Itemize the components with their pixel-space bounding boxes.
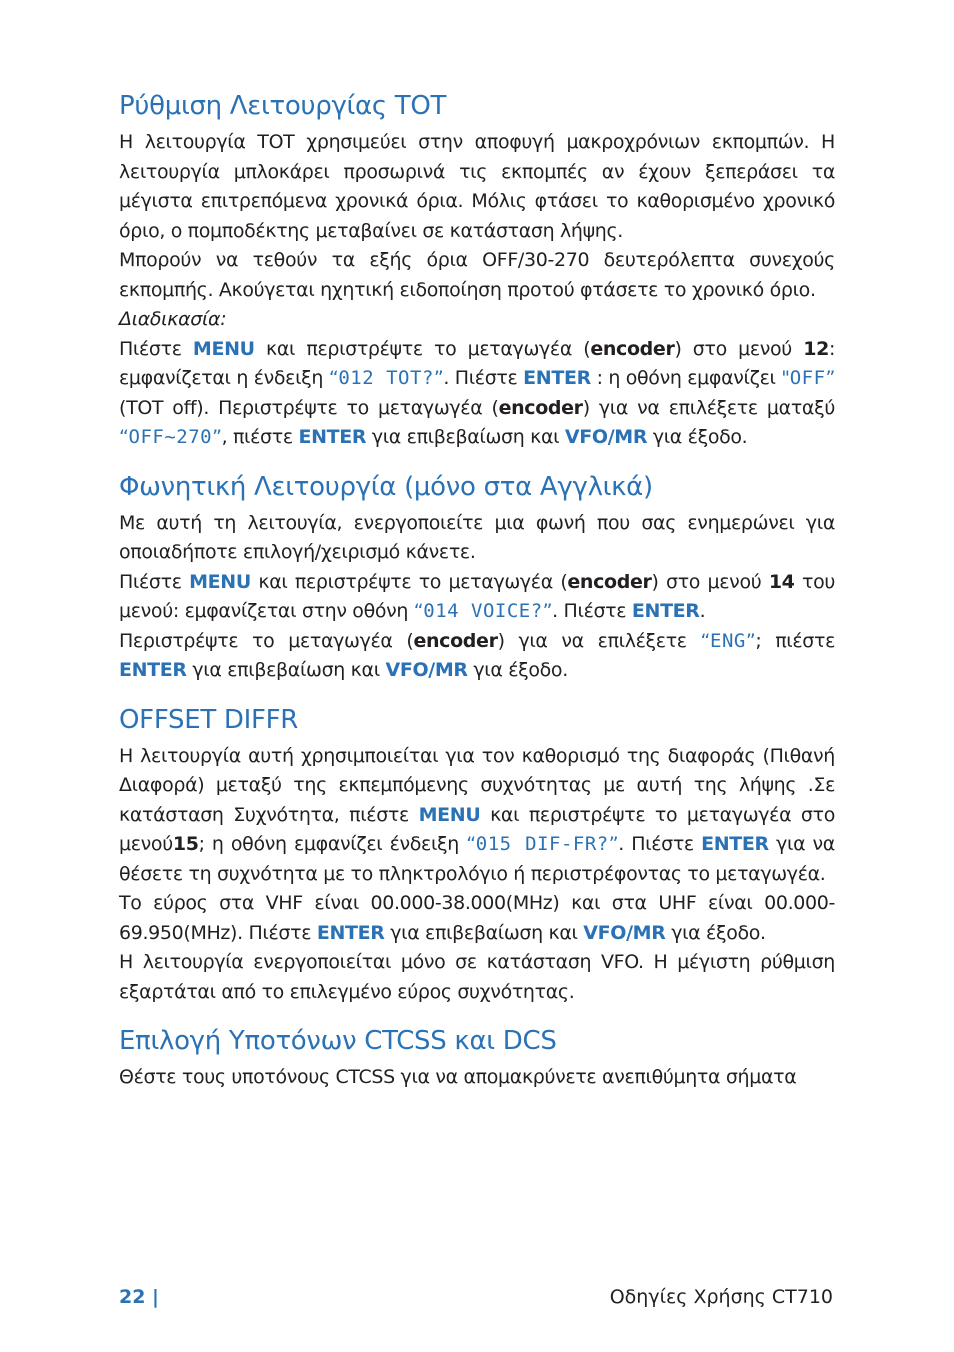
text: Πιέστε <box>119 570 190 593</box>
quote-close: ” <box>212 426 222 448</box>
lcd-text: ENG <box>710 629 746 652</box>
key-vfo-mr: VFO/MR <box>583 921 666 944</box>
quote-close: ” <box>542 600 553 622</box>
key-encoder: encoder <box>567 570 652 593</box>
key-enter: ENTER <box>701 833 769 855</box>
procedure-paragraph <box>119 627 835 686</box>
key-encoder: encoder <box>413 629 498 652</box>
key-encoder: encoder <box>590 337 675 360</box>
key-enter: ENTER <box>119 659 187 681</box>
text: . Πιέστε <box>618 833 702 855</box>
paragraph: Μπορούν να τεθούν τα εξής όρια OFF/30-270 δευτερόλεπτα συνεχούς εκπομπής. Ακούγεται ηχητική ειδοποίηση προτού φτάσετε το χρονικό όριο. <box>119 249 835 301</box>
key-enter: ENTER <box>298 426 367 448</box>
page-content <box>119 88 835 1109</box>
section-title-offset: OFFSET DIFFR <box>119 704 299 735</box>
quote-open: " <box>781 367 790 389</box>
text: για έξοδο. <box>467 659 568 681</box>
key-menu: MENU <box>189 570 251 593</box>
section-title-tot: Ρύθμιση Λειτουργίας TOT <box>119 91 447 121</box>
text: (TOT off). Περιστρέψτε το μεταγωγέα ( <box>119 396 499 419</box>
paragraph: Θέστε τους υποτόνους CTCSS για να απομακρύνετε ανεπιθύμητα σήματα <box>119 1066 797 1088</box>
text: για επιβεβαίωση και <box>186 659 386 681</box>
text: Το εύρος στα VHF είναι 00.000-38.000(MHz) και στα UHF είναι 00.000-69.950(MHz). Πιέστε <box>119 892 835 944</box>
text: : η οθόνη εμφανίζει <box>590 367 782 389</box>
text: για να θέσετε τη συχνότητα με το πληκτρολόγιο ή περιστρέφοντας το μεταγωγέα. <box>119 833 835 885</box>
key-menu: MENU <box>418 803 481 826</box>
quote-close: ” <box>825 367 836 389</box>
lcd-text: 012 TOT? <box>338 367 434 389</box>
text: και περιστρέψτε το μεταγωγέα ( <box>254 337 591 360</box>
text: για επιβεβαίωση και <box>366 426 565 448</box>
quote-close: ” <box>608 833 619 855</box>
text: Η λειτουργία αυτή χρησιμποιείται για τον καθορισμό της διαφοράς (Πιθανή Διαφορά) μεταξύ της εκπεμπόμενης συχνότητας με αυτή της λήψης .Σε κατάσταση Συχνότητα, πιέστε <box>119 744 835 826</box>
key-enter: ENTER <box>523 367 591 389</box>
text: ; πιέστε <box>755 629 836 652</box>
key-vfo-mr: VFO/MR <box>564 426 648 448</box>
key-enter: ENTER <box>631 600 700 622</box>
text: για έξοδο. <box>647 426 748 448</box>
paragraph: Η λειτουργία ενεργοποιείται μόνο σε κατάσταση VFO. Η μέγιστη ρύθμιση εξαρτάται από το επιλεγμένο εύρος συχνότητας. <box>119 951 835 1003</box>
section-offset <box>119 702 835 1008</box>
procedure-paragraph <box>119 335 835 453</box>
paragraph: Με αυτή τη λειτουγία, ενεργοποιείτε μια φωνή που σας ενημερώνει για οποιαδήποτε επιλογή/χειρισμό κάνετε. <box>119 511 835 563</box>
text: ) για να επιλέξετε ματαξύ <box>582 396 835 419</box>
quote-open: “ <box>413 600 424 622</box>
lcd-text: 014 VOICE? <box>423 600 543 622</box>
procedure-paragraph <box>119 889 835 948</box>
text: για έξοδο. <box>665 921 766 944</box>
text: του μενού: εμφανίζεται στην οθόνη <box>119 570 836 622</box>
text: και περιστρέψτε το μεταγωγέα στο μενού <box>119 803 835 855</box>
key-vfo-mr: VFO/MR <box>385 659 468 681</box>
text: . Πιέστε <box>552 600 632 622</box>
section-voice <box>119 469 835 686</box>
quote-open: “ <box>328 367 339 389</box>
lcd-text: 015 DIF-FR? <box>475 833 609 855</box>
quote-open: “ <box>700 629 711 652</box>
quote-close: ” <box>433 367 444 389</box>
text: και περιστρέψτε το μεταγωγέα ( <box>250 570 568 593</box>
text: ; η οθόνη εμφανίζει ένδειξη <box>198 833 467 855</box>
menu-number: 12 <box>803 337 829 360</box>
text: : εμφανίζεται η ένδειξη <box>119 337 836 389</box>
section-tot <box>119 88 835 453</box>
key-menu: MENU <box>192 337 255 360</box>
key-encoder: encoder <box>498 396 583 419</box>
text: . <box>699 600 706 622</box>
text: Περιστρέψτε το μεταγωγέα ( <box>119 629 414 652</box>
paragraph: Η λειτουργία TOT χρησιμεύει στην αποφυγή μακροχρόνιων εκπομπών. Η λειτουργία μπλοκάρει προσωρινά τις εκπομπές αν έχουν ξεπεράσει τα μέγιστα επιτρεπόμενα χρονικά όρια. Μόλις φτάσει το καθορισμένο χρονικό όριο, ο πομποδέκτης μεταβαίνει σε κατάσταση λήψης. <box>119 131 835 242</box>
text: . Πιέστε <box>443 367 524 389</box>
quote-close: ” <box>745 629 756 652</box>
section-ctcss-dcs <box>119 1023 835 1093</box>
text: ) για να επιλέξετε <box>497 629 701 652</box>
text: για επιβεβαίωση και <box>384 921 584 944</box>
text: ) στο μενού <box>674 337 804 360</box>
page-number: 22 | <box>119 1286 159 1308</box>
procedure-paragraph <box>119 742 835 890</box>
text: ) στο μενού <box>651 570 769 593</box>
lcd-text: OFF <box>789 367 826 389</box>
section-title-voice: Φωνητική Λειτουργία (μόνο στα Αγγλικά) <box>119 471 653 502</box>
procedure-label <box>119 305 835 335</box>
lcd-text: OFF~270 <box>128 426 213 448</box>
quote-open: “ <box>466 833 476 855</box>
document-title: Οδηγίες Χρήσης CT710 <box>609 1286 833 1308</box>
procedure-label-text: Διαδικασία: <box>119 308 227 330</box>
menu-number: 15 <box>172 833 199 855</box>
quote-open: “ <box>119 426 129 448</box>
text: , πιέστε <box>221 426 299 448</box>
text: Πιέστε <box>119 337 193 360</box>
section-title-ctcss-dcs: Επιλογή Υποτόνων CTCSS και DCS <box>119 1026 557 1056</box>
key-enter: ENTER <box>316 921 385 944</box>
procedure-paragraph <box>119 568 835 627</box>
menu-number: 14 <box>768 570 795 593</box>
